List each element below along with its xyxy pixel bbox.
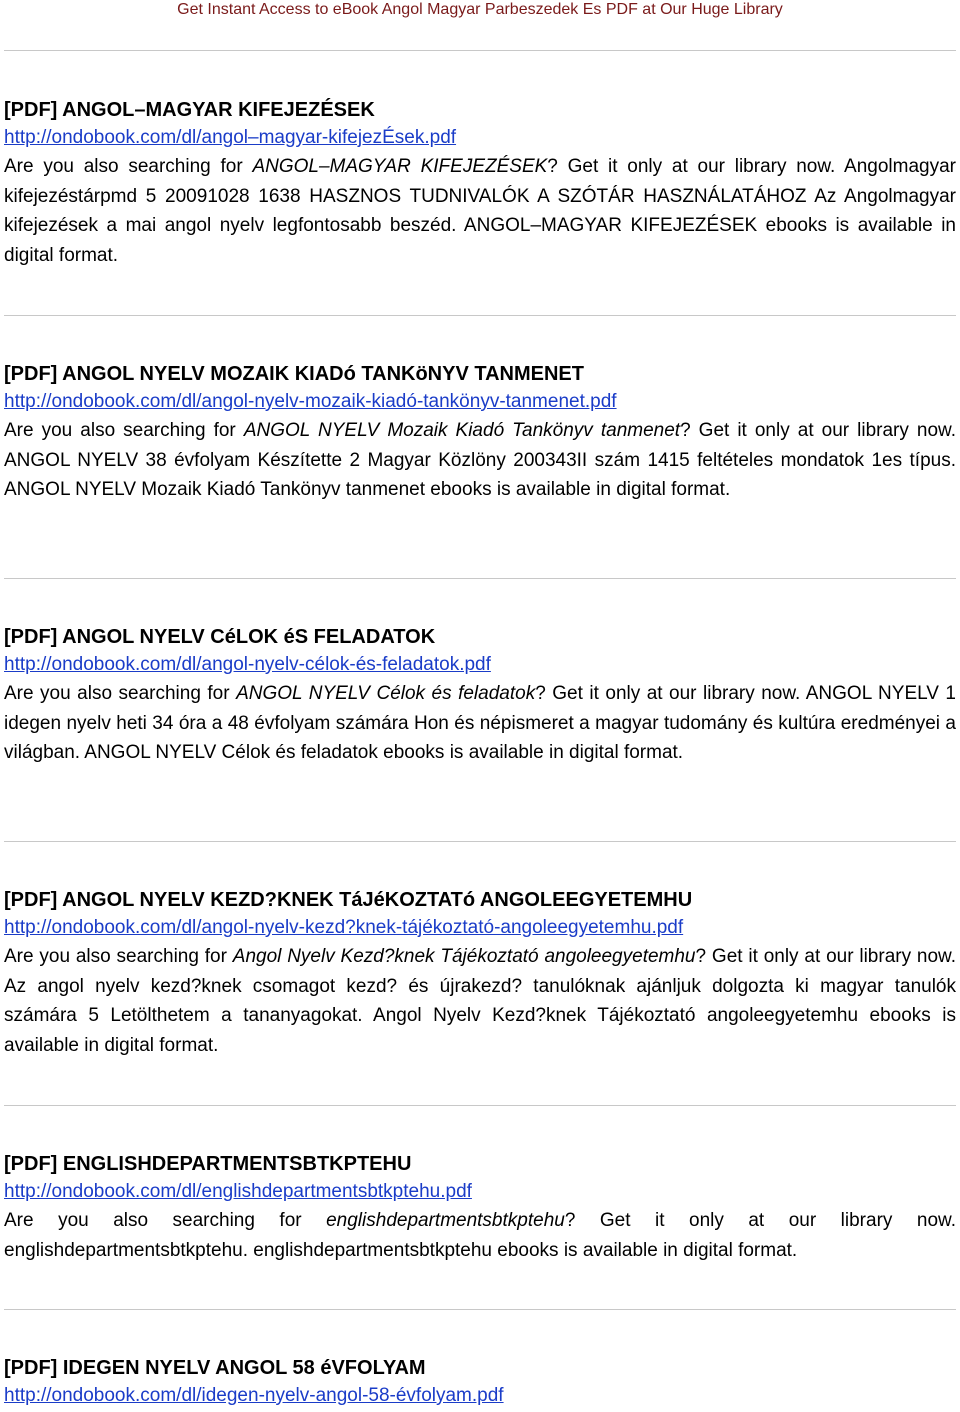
description-text: Angolmagyar kifejezéstárpmd 5 20091028 1638 HASZNOS TUDNIVALÓK A SZÓTÁR HASZNÁLATÁHOZ Az Angolmagyar kifejezések a mai angol nyelv legfontosabb beszéd. ANGOL–MAGYAR KIFEJEZÉSEK ebooks is available in digital format. <box>4 156 956 266</box>
entry-link[interactable]: http://ondobook.com/dl/angol-nyelv-mozaik-kiadó-tankönyv-tanmenet.pdf <box>4 391 617 412</box>
entry-title: [PDF] ANGOL NYELV MOZAIK KIADó TANKöNYV TANMENET <box>4 363 584 385</box>
entry-title: [PDF] ANGOL–MAGYAR KIFEJEZÉSEK <box>4 99 375 121</box>
search-suffix: ? Get it only at our library now. <box>695 946 957 967</box>
entry-description <box>4 416 956 505</box>
search-suffix: ? Get it only at our library now. <box>564 1210 956 1231</box>
description-text: ANGOL NYELV 1 idegen nyelv heti 34 óra a 48 évfolyam számára Hon és népismeret a magyar tudomány és kultúra eredményei a világban. ANGOL NYELV Célok és feladatok ebooks is available in digital format. <box>4 683 957 763</box>
entry-title: [PDF] ANGOL NYELV KEZD?KNEK TáJéKOZTATó ANGOLEEGYETEMHU <box>4 889 693 911</box>
divider <box>4 1105 956 1106</box>
entry-description <box>4 942 956 1060</box>
result-entry <box>4 886 956 1060</box>
search-prefix: Are you also searching for <box>4 946 233 967</box>
divider <box>4 1309 956 1310</box>
top-divider <box>4 50 956 51</box>
entry-link[interactable]: http://ondobook.com/dl/angol–magyar-kifejezÉsek.pdf <box>4 127 457 148</box>
search-prefix: Are you also searching for <box>4 683 237 704</box>
result-entry <box>4 1150 956 1265</box>
result-entry <box>4 1354 956 1410</box>
search-term: ANGOL NYELV Célok és feladatok <box>236 683 536 704</box>
entry-link[interactable]: http://ondobook.com/dl/angol-nyelv-kezd?knek-tájékoztató-angoleegyetemhu.pdf <box>4 917 684 938</box>
search-suffix: ? Get it only at our library now. <box>535 683 801 704</box>
page-header: Get Instant Access to eBook Angol Magyar Parbeszedek Es PDF at Our Huge Library <box>177 1 783 18</box>
divider <box>4 578 956 579</box>
search-prefix: Are you also searching for <box>4 420 244 441</box>
search-term: englishdepartmentsbtkptehu <box>326 1210 565 1231</box>
search-term: ANGOL NYELV Mozaik Kiadó Tankönyv tanmenet <box>243 420 681 441</box>
entry-title: [PDF] ANGOL NYELV CéLOK éS FELADATOK <box>4 626 436 648</box>
description-text: englishdepartmentsbtkptehu. englishdepartmentsbtkptehu ebooks is available in digital format. <box>4 1239 798 1261</box>
entry-link[interactable]: http://ondobook.com/dl/idegen-nyelv-angol-58-évfolyam.pdf <box>4 1385 504 1406</box>
search-prefix: Are you also searching for <box>4 1210 327 1231</box>
search-term: ANGOL–MAGYAR KIFEJEZÉSEK <box>252 156 548 177</box>
divider <box>4 841 956 842</box>
entry-description <box>4 1206 956 1265</box>
result-entry <box>4 96 956 270</box>
description-text: ANGOL NYELV 38 évfolyam Készítette 2 Magyar Közlöny 200343II szám 1415 feltételes mondatok 1es típus. ANGOL NYELV Mozaik Kiadó Tankönyv tanmenet ebooks is available in digital format. <box>4 449 956 500</box>
description-text: Az angol nyelv kezd?knek csomagot kezd? és újrakezd? tanulóknak ajánljuk dolgozta ki magyar tanulók számára 5 Letölthetem a tananyagokat. Angol Nyelv Kezd?knek Tájékoztató angoleegyetemhu ebooks is available in digital format. <box>4 975 956 1056</box>
result-entry <box>4 623 956 768</box>
entry-title: [PDF] ENGLISHDEPARTMENTSBTKPTEHU <box>4 1153 412 1175</box>
entry-link[interactable]: http://ondobook.com/dl/englishdepartmentsbtkptehu.pdf <box>4 1181 472 1202</box>
divider <box>4 315 956 316</box>
entry-link[interactable]: http://ondobook.com/dl/angol-nyelv-célok-és-feladatok.pdf <box>4 654 491 675</box>
search-term: Angol Nyelv Kezd?knek Tájékoztató angoleegyetemhu <box>232 946 696 967</box>
result-entry <box>4 360 956 505</box>
entry-description <box>4 679 956 768</box>
search-prefix: Are you also searching for <box>4 156 253 177</box>
entry-title: [PDF] IDEGEN NYELV ANGOL 58 éVFOLYAM <box>4 1357 426 1379</box>
entry-description <box>4 152 956 270</box>
search-suffix: ? Get it only at our library now. <box>547 156 836 177</box>
search-suffix: ? Get it only at our library now. <box>680 420 956 441</box>
